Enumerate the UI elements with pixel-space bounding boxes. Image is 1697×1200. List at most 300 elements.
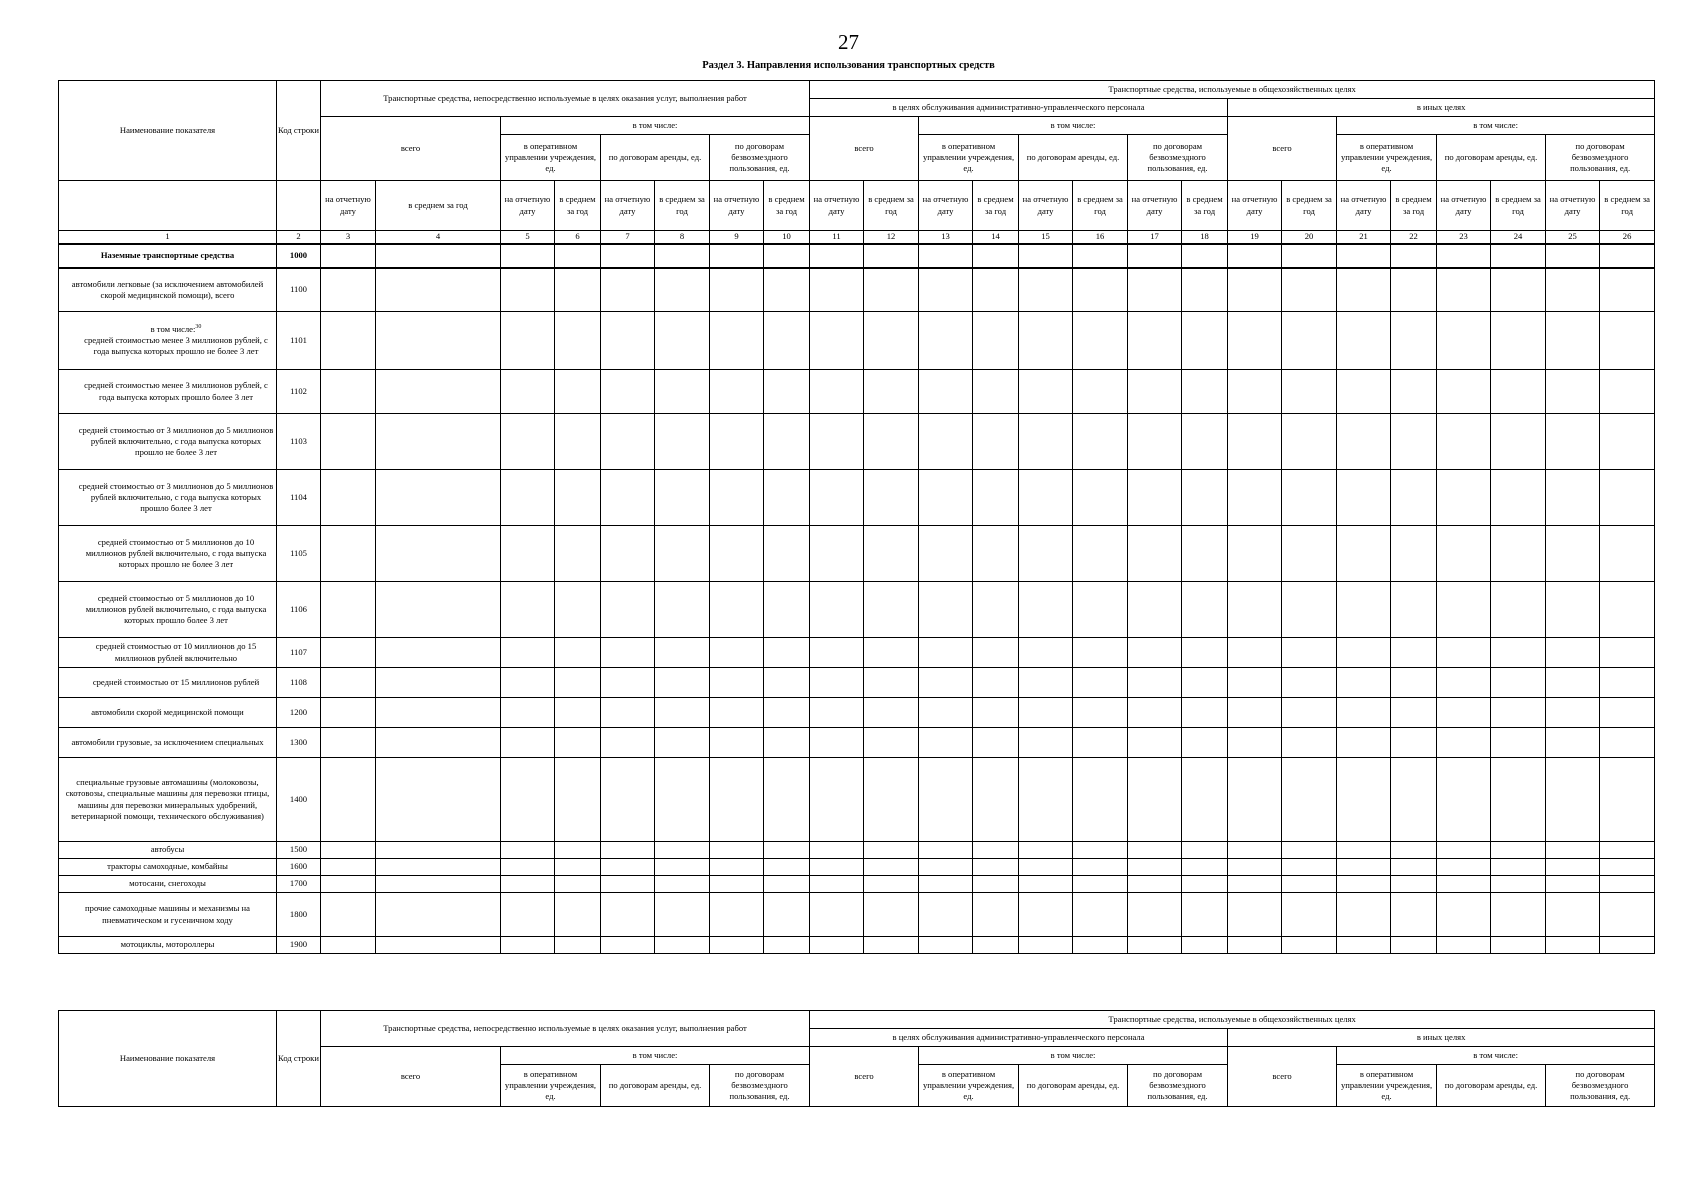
entry-cell[interactable] xyxy=(501,582,555,638)
entry-cell[interactable] xyxy=(919,370,973,414)
entry-cell[interactable] xyxy=(919,414,973,470)
entry-cell[interactable] xyxy=(1437,526,1491,582)
entry-cell[interactable] xyxy=(655,414,710,470)
entry-cell[interactable] xyxy=(710,312,764,370)
entry-cell[interactable] xyxy=(1228,668,1282,698)
entry-cell[interactable] xyxy=(501,244,555,268)
entry-cell[interactable] xyxy=(973,370,1019,414)
entry-cell[interactable] xyxy=(1282,370,1337,414)
entry-cell[interactable] xyxy=(710,244,764,268)
entry-cell[interactable] xyxy=(1282,268,1337,312)
entry-cell[interactable] xyxy=(810,728,864,758)
entry-cell[interactable] xyxy=(1182,268,1228,312)
entry-cell[interactable] xyxy=(321,638,376,668)
entry-cell[interactable] xyxy=(1128,859,1182,876)
entry-cell[interactable] xyxy=(321,698,376,728)
entry-cell[interactable] xyxy=(710,268,764,312)
entry-cell[interactable] xyxy=(764,698,810,728)
entry-cell[interactable] xyxy=(973,937,1019,954)
entry-cell[interactable] xyxy=(601,893,655,937)
entry-cell[interactable] xyxy=(1228,414,1282,470)
entry-cell[interactable] xyxy=(1073,859,1128,876)
entry-cell[interactable] xyxy=(1228,859,1282,876)
entry-cell[interactable] xyxy=(1437,842,1491,859)
entry-cell[interactable] xyxy=(1491,470,1546,526)
entry-cell[interactable] xyxy=(1128,876,1182,893)
entry-cell[interactable] xyxy=(1228,638,1282,668)
entry-cell[interactable] xyxy=(710,758,764,842)
entry-cell[interactable] xyxy=(501,638,555,668)
entry-cell[interactable] xyxy=(764,937,810,954)
entry-cell[interactable] xyxy=(1019,842,1073,859)
entry-cell[interactable] xyxy=(973,638,1019,668)
entry-cell[interactable] xyxy=(321,582,376,638)
entry-cell[interactable] xyxy=(1282,698,1337,728)
entry-cell[interactable] xyxy=(655,268,710,312)
entry-cell[interactable] xyxy=(919,668,973,698)
entry-cell[interactable] xyxy=(764,668,810,698)
entry-cell[interactable] xyxy=(1546,728,1600,758)
entry-cell[interactable] xyxy=(555,859,601,876)
entry-cell[interactable] xyxy=(321,758,376,842)
entry-cell[interactable] xyxy=(1391,582,1437,638)
entry-cell[interactable] xyxy=(973,728,1019,758)
entry-cell[interactable] xyxy=(321,859,376,876)
entry-cell[interactable] xyxy=(1600,414,1655,470)
entry-cell[interactable] xyxy=(501,470,555,526)
entry-cell[interactable] xyxy=(376,698,501,728)
entry-cell[interactable] xyxy=(1337,937,1391,954)
entry-cell[interactable] xyxy=(1019,638,1073,668)
entry-cell[interactable] xyxy=(1337,859,1391,876)
entry-cell[interactable] xyxy=(1600,370,1655,414)
entry-cell[interactable] xyxy=(501,414,555,470)
entry-cell[interactable] xyxy=(1019,268,1073,312)
entry-cell[interactable] xyxy=(1600,638,1655,668)
entry-cell[interactable] xyxy=(601,470,655,526)
entry-cell[interactable] xyxy=(764,312,810,370)
entry-cell[interactable] xyxy=(764,842,810,859)
entry-cell[interactable] xyxy=(1073,526,1128,582)
entry-cell[interactable] xyxy=(1282,526,1337,582)
entry-cell[interactable] xyxy=(810,414,864,470)
entry-cell[interactable] xyxy=(1182,758,1228,842)
entry-cell[interactable] xyxy=(321,893,376,937)
entry-cell[interactable] xyxy=(1337,728,1391,758)
entry-cell[interactable] xyxy=(501,698,555,728)
entry-cell[interactable] xyxy=(321,312,376,370)
entry-cell[interactable] xyxy=(1128,312,1182,370)
entry-cell[interactable] xyxy=(1546,893,1600,937)
entry-cell[interactable] xyxy=(1073,758,1128,842)
entry-cell[interactable] xyxy=(376,244,501,268)
entry-cell[interactable] xyxy=(1546,758,1600,842)
entry-cell[interactable] xyxy=(1337,842,1391,859)
entry-cell[interactable] xyxy=(1282,842,1337,859)
entry-cell[interactable] xyxy=(1128,244,1182,268)
entry-cell[interactable] xyxy=(710,876,764,893)
entry-cell[interactable] xyxy=(1337,698,1391,728)
entry-cell[interactable] xyxy=(1073,893,1128,937)
entry-cell[interactable] xyxy=(601,937,655,954)
entry-cell[interactable] xyxy=(764,758,810,842)
entry-cell[interactable] xyxy=(1546,244,1600,268)
entry-cell[interactable] xyxy=(1600,268,1655,312)
entry-cell[interactable] xyxy=(1019,893,1073,937)
entry-cell[interactable] xyxy=(1546,582,1600,638)
entry-cell[interactable] xyxy=(1019,526,1073,582)
entry-cell[interactable] xyxy=(321,668,376,698)
entry-cell[interactable] xyxy=(1437,698,1491,728)
entry-cell[interactable] xyxy=(1546,470,1600,526)
entry-cell[interactable] xyxy=(1128,698,1182,728)
entry-cell[interactable] xyxy=(1491,526,1546,582)
entry-cell[interactable] xyxy=(655,638,710,668)
entry-cell[interactable] xyxy=(501,842,555,859)
entry-cell[interactable] xyxy=(376,937,501,954)
entry-cell[interactable] xyxy=(1228,698,1282,728)
entry-cell[interactable] xyxy=(1491,268,1546,312)
entry-cell[interactable] xyxy=(601,526,655,582)
entry-cell[interactable] xyxy=(1437,893,1491,937)
entry-cell[interactable] xyxy=(1282,312,1337,370)
entry-cell[interactable] xyxy=(1391,842,1437,859)
entry-cell[interactable] xyxy=(655,937,710,954)
entry-cell[interactable] xyxy=(601,698,655,728)
entry-cell[interactable] xyxy=(501,876,555,893)
entry-cell[interactable] xyxy=(1128,268,1182,312)
entry-cell[interactable] xyxy=(973,582,1019,638)
entry-cell[interactable] xyxy=(555,370,601,414)
entry-cell[interactable] xyxy=(501,526,555,582)
entry-cell[interactable] xyxy=(1073,582,1128,638)
entry-cell[interactable] xyxy=(1128,937,1182,954)
entry-cell[interactable] xyxy=(973,414,1019,470)
entry-cell[interactable] xyxy=(764,876,810,893)
entry-cell[interactable] xyxy=(764,370,810,414)
entry-cell[interactable] xyxy=(973,268,1019,312)
entry-cell[interactable] xyxy=(1182,470,1228,526)
entry-cell[interactable] xyxy=(555,876,601,893)
entry-cell[interactable] xyxy=(919,893,973,937)
entry-cell[interactable] xyxy=(1128,893,1182,937)
entry-cell[interactable] xyxy=(1437,370,1491,414)
entry-cell[interactable] xyxy=(864,876,919,893)
entry-cell[interactable] xyxy=(1282,893,1337,937)
entry-cell[interactable] xyxy=(1546,698,1600,728)
entry-cell[interactable] xyxy=(321,268,376,312)
entry-cell[interactable] xyxy=(710,582,764,638)
entry-cell[interactable] xyxy=(710,414,764,470)
entry-cell[interactable] xyxy=(764,526,810,582)
entry-cell[interactable] xyxy=(1282,758,1337,842)
entry-cell[interactable] xyxy=(1019,876,1073,893)
entry-cell[interactable] xyxy=(1391,370,1437,414)
entry-cell[interactable] xyxy=(864,312,919,370)
entry-cell[interactable] xyxy=(1182,638,1228,668)
entry-cell[interactable] xyxy=(501,758,555,842)
entry-cell[interactable] xyxy=(810,842,864,859)
entry-cell[interactable] xyxy=(1282,728,1337,758)
entry-cell[interactable] xyxy=(376,758,501,842)
entry-cell[interactable] xyxy=(1019,470,1073,526)
entry-cell[interactable] xyxy=(1337,582,1391,638)
entry-cell[interactable] xyxy=(764,268,810,312)
entry-cell[interactable] xyxy=(1337,876,1391,893)
entry-cell[interactable] xyxy=(710,638,764,668)
entry-cell[interactable] xyxy=(1337,638,1391,668)
entry-cell[interactable] xyxy=(501,728,555,758)
entry-cell[interactable] xyxy=(1391,638,1437,668)
entry-cell[interactable] xyxy=(601,638,655,668)
entry-cell[interactable] xyxy=(1128,526,1182,582)
entry-cell[interactable] xyxy=(376,312,501,370)
entry-cell[interactable] xyxy=(1182,370,1228,414)
entry-cell[interactable] xyxy=(1337,312,1391,370)
entry-cell[interactable] xyxy=(864,728,919,758)
entry-cell[interactable] xyxy=(601,859,655,876)
entry-cell[interactable] xyxy=(1437,414,1491,470)
entry-cell[interactable] xyxy=(864,638,919,668)
entry-cell[interactable] xyxy=(1391,414,1437,470)
entry-cell[interactable] xyxy=(1600,244,1655,268)
entry-cell[interactable] xyxy=(710,470,764,526)
entry-cell[interactable] xyxy=(973,758,1019,842)
entry-cell[interactable] xyxy=(1491,312,1546,370)
entry-cell[interactable] xyxy=(764,638,810,668)
entry-cell[interactable] xyxy=(1491,638,1546,668)
entry-cell[interactable] xyxy=(601,312,655,370)
entry-cell[interactable] xyxy=(1073,268,1128,312)
entry-cell[interactable] xyxy=(919,758,973,842)
entry-cell[interactable] xyxy=(864,244,919,268)
entry-cell[interactable] xyxy=(555,893,601,937)
entry-cell[interactable] xyxy=(1491,876,1546,893)
entry-cell[interactable] xyxy=(555,638,601,668)
entry-cell[interactable] xyxy=(376,842,501,859)
entry-cell[interactable] xyxy=(1491,937,1546,954)
entry-cell[interactable] xyxy=(1182,893,1228,937)
entry-cell[interactable] xyxy=(810,859,864,876)
entry-cell[interactable] xyxy=(1182,698,1228,728)
entry-cell[interactable] xyxy=(1073,370,1128,414)
entry-cell[interactable] xyxy=(810,937,864,954)
entry-cell[interactable] xyxy=(1391,668,1437,698)
entry-cell[interactable] xyxy=(864,526,919,582)
entry-cell[interactable] xyxy=(810,470,864,526)
entry-cell[interactable] xyxy=(555,582,601,638)
entry-cell[interactable] xyxy=(1019,698,1073,728)
entry-cell[interactable] xyxy=(1437,582,1491,638)
entry-cell[interactable] xyxy=(376,268,501,312)
entry-cell[interactable] xyxy=(810,370,864,414)
entry-cell[interactable] xyxy=(1391,893,1437,937)
entry-cell[interactable] xyxy=(864,470,919,526)
entry-cell[interactable] xyxy=(1128,668,1182,698)
entry-cell[interactable] xyxy=(810,876,864,893)
entry-cell[interactable] xyxy=(1337,244,1391,268)
entry-cell[interactable] xyxy=(810,893,864,937)
entry-cell[interactable] xyxy=(376,470,501,526)
entry-cell[interactable] xyxy=(1337,893,1391,937)
entry-cell[interactable] xyxy=(1282,668,1337,698)
entry-cell[interactable] xyxy=(555,244,601,268)
entry-cell[interactable] xyxy=(1228,893,1282,937)
entry-cell[interactable] xyxy=(1437,470,1491,526)
entry-cell[interactable] xyxy=(655,668,710,698)
entry-cell[interactable] xyxy=(1491,414,1546,470)
entry-cell[interactable] xyxy=(1228,582,1282,638)
entry-cell[interactable] xyxy=(764,859,810,876)
entry-cell[interactable] xyxy=(864,893,919,937)
entry-cell[interactable] xyxy=(1228,876,1282,893)
entry-cell[interactable] xyxy=(764,414,810,470)
entry-cell[interactable] xyxy=(710,842,764,859)
entry-cell[interactable] xyxy=(919,526,973,582)
entry-cell[interactable] xyxy=(1391,876,1437,893)
entry-cell[interactable] xyxy=(655,758,710,842)
entry-cell[interactable] xyxy=(1546,842,1600,859)
entry-cell[interactable] xyxy=(1491,668,1546,698)
entry-cell[interactable] xyxy=(710,668,764,698)
entry-cell[interactable] xyxy=(1019,859,1073,876)
entry-cell[interactable] xyxy=(1019,244,1073,268)
entry-cell[interactable] xyxy=(1491,893,1546,937)
entry-cell[interactable] xyxy=(864,758,919,842)
entry-cell[interactable] xyxy=(1182,312,1228,370)
entry-cell[interactable] xyxy=(919,312,973,370)
entry-cell[interactable] xyxy=(1073,728,1128,758)
entry-cell[interactable] xyxy=(1437,668,1491,698)
entry-cell[interactable] xyxy=(1546,414,1600,470)
entry-cell[interactable] xyxy=(1128,758,1182,842)
entry-cell[interactable] xyxy=(1600,758,1655,842)
entry-cell[interactable] xyxy=(1073,470,1128,526)
entry-cell[interactable] xyxy=(1228,937,1282,954)
entry-cell[interactable] xyxy=(810,638,864,668)
entry-cell[interactable] xyxy=(376,668,501,698)
entry-cell[interactable] xyxy=(1128,414,1182,470)
entry-cell[interactable] xyxy=(1282,859,1337,876)
entry-cell[interactable] xyxy=(1546,859,1600,876)
entry-cell[interactable] xyxy=(1337,470,1391,526)
entry-cell[interactable] xyxy=(864,668,919,698)
entry-cell[interactable] xyxy=(1491,698,1546,728)
entry-cell[interactable] xyxy=(919,937,973,954)
entry-cell[interactable] xyxy=(655,842,710,859)
entry-cell[interactable] xyxy=(321,728,376,758)
entry-cell[interactable] xyxy=(919,876,973,893)
entry-cell[interactable] xyxy=(555,668,601,698)
entry-cell[interactable] xyxy=(864,582,919,638)
entry-cell[interactable] xyxy=(919,842,973,859)
entry-cell[interactable] xyxy=(376,876,501,893)
entry-cell[interactable] xyxy=(1228,370,1282,414)
entry-cell[interactable] xyxy=(864,937,919,954)
entry-cell[interactable] xyxy=(1073,244,1128,268)
entry-cell[interactable] xyxy=(764,582,810,638)
entry-cell[interactable] xyxy=(555,842,601,859)
entry-cell[interactable] xyxy=(864,698,919,728)
entry-cell[interactable] xyxy=(1391,859,1437,876)
entry-cell[interactable] xyxy=(1228,268,1282,312)
entry-cell[interactable] xyxy=(321,876,376,893)
entry-cell[interactable] xyxy=(1073,842,1128,859)
entry-cell[interactable] xyxy=(919,698,973,728)
entry-cell[interactable] xyxy=(1228,470,1282,526)
entry-cell[interactable] xyxy=(1128,470,1182,526)
entry-cell[interactable] xyxy=(1019,312,1073,370)
entry-cell[interactable] xyxy=(1182,526,1228,582)
entry-cell[interactable] xyxy=(1073,638,1128,668)
entry-cell[interactable] xyxy=(1019,728,1073,758)
entry-cell[interactable] xyxy=(555,526,601,582)
entry-cell[interactable] xyxy=(1600,876,1655,893)
entry-cell[interactable] xyxy=(864,859,919,876)
entry-cell[interactable] xyxy=(1182,859,1228,876)
entry-cell[interactable] xyxy=(1073,876,1128,893)
entry-cell[interactable] xyxy=(973,244,1019,268)
entry-cell[interactable] xyxy=(1600,668,1655,698)
entry-cell[interactable] xyxy=(501,893,555,937)
entry-cell[interactable] xyxy=(1491,842,1546,859)
entry-cell[interactable] xyxy=(1491,728,1546,758)
entry-cell[interactable] xyxy=(601,268,655,312)
entry-cell[interactable] xyxy=(555,312,601,370)
entry-cell[interactable] xyxy=(864,370,919,414)
entry-cell[interactable] xyxy=(1391,526,1437,582)
entry-cell[interactable] xyxy=(810,244,864,268)
entry-cell[interactable] xyxy=(764,893,810,937)
entry-cell[interactable] xyxy=(764,470,810,526)
entry-cell[interactable] xyxy=(1073,668,1128,698)
entry-cell[interactable] xyxy=(973,312,1019,370)
entry-cell[interactable] xyxy=(321,370,376,414)
entry-cell[interactable] xyxy=(710,937,764,954)
entry-cell[interactable] xyxy=(1282,470,1337,526)
entry-cell[interactable] xyxy=(321,937,376,954)
entry-cell[interactable] xyxy=(1546,526,1600,582)
entry-cell[interactable] xyxy=(1019,937,1073,954)
entry-cell[interactable] xyxy=(1282,876,1337,893)
entry-cell[interactable] xyxy=(555,470,601,526)
entry-cell[interactable] xyxy=(1600,893,1655,937)
entry-cell[interactable] xyxy=(1546,268,1600,312)
entry-cell[interactable] xyxy=(973,893,1019,937)
entry-cell[interactable] xyxy=(810,526,864,582)
entry-cell[interactable] xyxy=(1546,937,1600,954)
entry-cell[interactable] xyxy=(376,582,501,638)
entry-cell[interactable] xyxy=(555,728,601,758)
entry-cell[interactable] xyxy=(655,859,710,876)
entry-cell[interactable] xyxy=(1019,414,1073,470)
entry-cell[interactable] xyxy=(655,582,710,638)
entry-cell[interactable] xyxy=(1128,638,1182,668)
entry-cell[interactable] xyxy=(1128,728,1182,758)
entry-cell[interactable] xyxy=(1391,244,1437,268)
entry-cell[interactable] xyxy=(501,312,555,370)
entry-cell[interactable] xyxy=(810,268,864,312)
entry-cell[interactable] xyxy=(1128,582,1182,638)
entry-cell[interactable] xyxy=(1391,312,1437,370)
entry-cell[interactable] xyxy=(1491,582,1546,638)
entry-cell[interactable] xyxy=(710,526,764,582)
entry-cell[interactable] xyxy=(1391,268,1437,312)
entry-cell[interactable] xyxy=(973,470,1019,526)
entry-cell[interactable] xyxy=(1437,937,1491,954)
entry-cell[interactable] xyxy=(376,859,501,876)
entry-cell[interactable] xyxy=(601,876,655,893)
